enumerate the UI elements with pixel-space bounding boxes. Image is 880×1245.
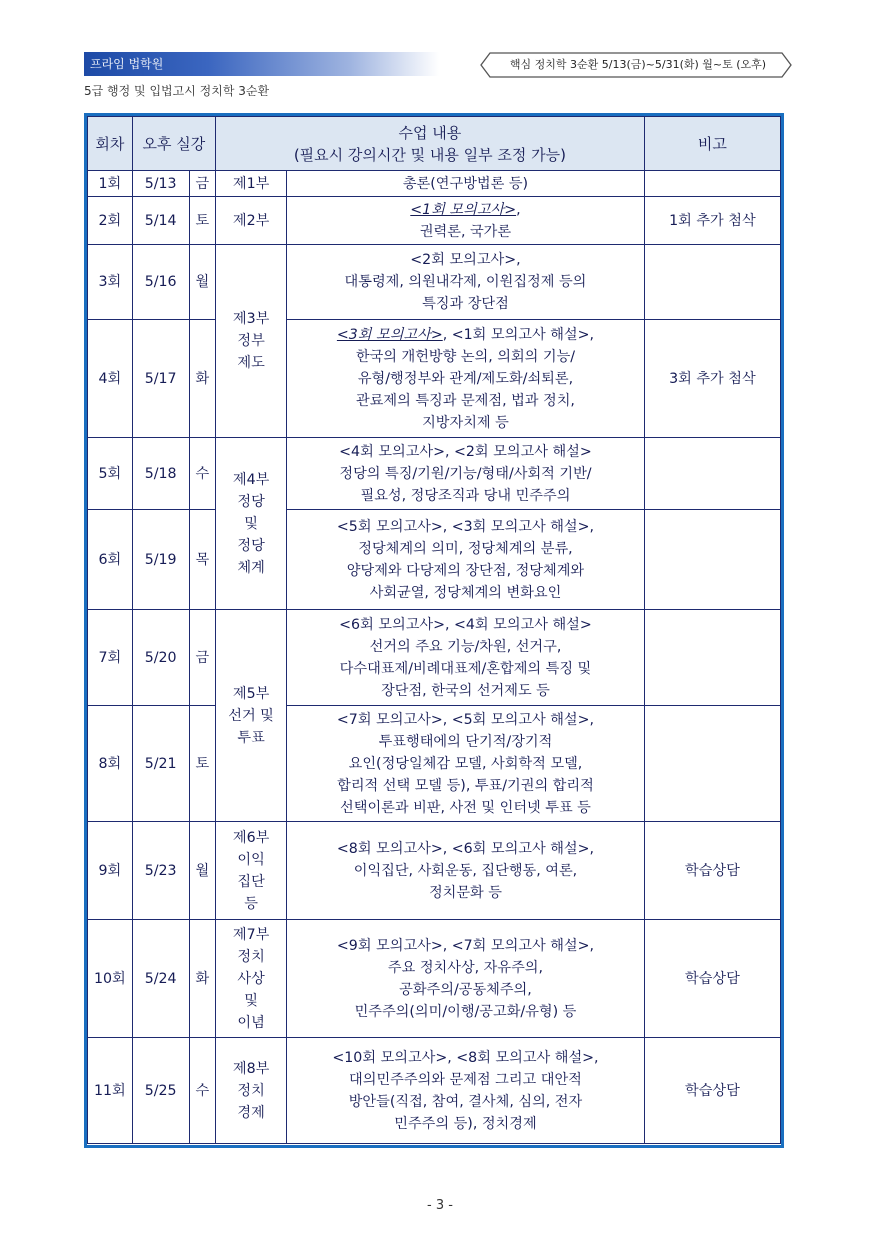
day-cell: 목 [189,510,215,610]
day-cell: 화 [189,320,215,438]
content-line: 주요 정치사상, 자유주의, [387,959,544,976]
round-cell: 7회 [88,610,133,706]
part-cell [216,171,287,197]
part-label-line: 투표 [237,729,265,746]
content-line: 요인(정당일체감 모델, 사회학적 모델, [348,755,583,772]
date-cell: 5/13 [132,171,189,197]
part-label-line: 정치 [237,948,265,965]
content-cell [287,1038,645,1144]
date-cell: 5/24 [132,920,189,1038]
part-cell [216,197,287,245]
note-cell: 학습상담 [644,920,780,1038]
content-cell [287,320,645,438]
round-cell: 2회 [88,197,133,245]
header-content [216,117,645,171]
content-line: 정당체계의 의미, 정당체계의 분류, [358,540,573,557]
schedule-table [87,116,781,1144]
content-line: 선거의 주요 기능/차원, 선거구, [369,638,562,655]
course-banner-text: 핵심 정치학 3순환 5/13(금)~5/31(화) 월~토 (오후) [509,58,767,71]
part-label-line: 및 [244,992,258,1009]
table-row [88,320,781,438]
part-cell [216,438,287,610]
academy-name: 프라임 법학원 [90,57,164,71]
table-row [88,171,781,197]
content-line: 민주주의 등), 정치경제 [394,1115,537,1132]
part-label-line: 제5부 [232,685,270,702]
content-line: <10회 모의고사>, <8회 모의고사 해설>, [332,1049,599,1066]
day-cell: 금 [189,610,215,706]
date-cell: 5/16 [132,245,189,320]
part-label-line: 및 [244,515,258,532]
note-cell [644,610,780,706]
table-row [88,510,781,610]
date-cell: 5/17 [132,320,189,438]
part-label-line: 정당 [237,537,265,554]
note-cell: 3회 추가 첨삭 [644,320,780,438]
note-cell [644,438,780,510]
round-cell: 5회 [88,438,133,510]
content-line: 유형/행정부와 관계/제도화/쇠퇴론, [357,370,574,387]
academy-brand-banner [84,52,439,76]
content-line: <6회 모의고사>, <4회 모의고사 해설> [339,616,592,633]
part-label-line: 사상 [237,970,265,987]
content-line: <2회 모의고사>, [410,252,521,268]
content-cell [287,197,645,245]
note-cell [644,510,780,610]
content-line: 총론(연구방법론 등) [402,175,529,192]
content-line: 다수대표제/비례대표제/혼합제의 특징 및 [339,660,592,677]
note-cell: 학습상담 [644,822,780,920]
table-row [88,706,781,822]
round-cell: 11회 [88,1038,133,1144]
mock-exam-emphasis: <3회 모의고사> [336,326,443,343]
day-cell: 수 [189,438,215,510]
content-cell [287,706,645,822]
content-cell [287,438,645,510]
content-line: 장단점, 한국의 선거제도 등 [381,682,550,699]
part-label-line: 이익 [237,851,265,868]
header-date: 오후 실강 [132,117,215,171]
note-cell: 학습상담 [644,1038,780,1144]
table-row [88,610,781,706]
part-label-line: 제4부 [232,471,270,488]
page-number: - 3 - [427,1198,453,1213]
day-cell: 토 [189,706,215,822]
round-cell: 6회 [88,510,133,610]
content-line: 선택이론과 비판, 사전 및 인터넷 투표 등 [340,799,591,816]
part-label-line: 제3부 [232,311,270,327]
content-line: 특징과 장단점 [422,296,509,312]
date-cell: 5/23 [132,822,189,920]
content-line: 양당제와 다당제의 장단점, 정당체계와 [346,562,585,579]
content-cell [287,610,645,706]
date-cell: 5/25 [132,1038,189,1144]
content-line: 이익집단, 사회운동, 집단행동, 여론, [353,862,578,879]
table-row [88,245,781,320]
date-cell: 5/20 [132,610,189,706]
content-line: 방안들(직접, 참여, 결사체, 심의, 전자 [348,1093,583,1110]
table-row [88,822,781,920]
mock-exam-emphasis: <1회 모의고사> [410,201,517,218]
table-row [88,197,781,245]
header-round: 회차 [88,117,133,171]
part-cell [216,822,287,920]
part-label-line: 정치 [237,1082,265,1099]
table-row [88,920,781,1038]
part-label-line: 이념 [237,1014,265,1031]
content-cell [287,510,645,610]
content-line: 정당의 특징/기원/기능/형태/사회적 기반/ [339,465,592,482]
content-line: 공화주의/공동체주의, [399,981,532,998]
content-line: 투표행태에의 단기적/장기적 [378,733,553,750]
part-cell [216,610,287,822]
content-line-rest: , [516,201,521,218]
part-cell [216,1038,287,1144]
part-label-line: 정당 [237,493,265,510]
note-cell [644,245,780,320]
part-label-line: 정부 [237,333,265,349]
content-line: 사회균열, 정당체계의 변화요인 [369,584,562,601]
document-subtitle: 5급 행정 및 입법고시 정치학 3순환 [84,84,270,98]
round-cell: 1회 [88,171,133,197]
part-label-line: 제도 [237,355,265,371]
note-cell [644,171,780,197]
content-line: <7회 모의고사>, <5회 모의고사 해설>, [336,711,595,728]
round-cell: 4회 [88,320,133,438]
content-cell [287,822,645,920]
content-line: 한국의 개헌방향 논의, 의회의 기능/ [355,348,576,365]
table-header-row [88,117,781,171]
content-line: <5회 모의고사>, <3회 모의고사 해설>, [336,518,595,535]
part-label-line: 경제 [237,1104,265,1121]
table-row [88,1038,781,1144]
day-cell: 월 [189,822,215,920]
round-cell: 8회 [88,706,133,822]
header-content-title: 수업 내용 [398,123,462,142]
date-cell: 5/19 [132,510,189,610]
part-label-line: 집단 [237,873,265,890]
content-cell [287,920,645,1038]
part-label-line: 체계 [237,559,265,576]
part-label-line: 제2부 [232,212,270,229]
table-row [88,438,781,510]
header-note: 비고 [644,117,780,171]
content-line-rest: , <1회 모의고사 해설>, [442,326,595,343]
content-line: 대의민주주의와 문제점 그리고 대안적 [349,1071,582,1088]
round-cell: 3회 [88,245,133,320]
content-line: 민주주의(의미/이행/공고화/유형) 등 [354,1003,577,1020]
note-cell: 1회 추가 첨삭 [644,197,780,245]
content-line: 정치문화 등 [428,884,502,901]
content-cell [287,171,645,197]
part-cell [216,920,287,1038]
part-label-line: 제6부 [232,829,270,846]
day-cell: 토 [189,197,215,245]
course-banner [480,52,792,78]
part-label-line: 선거 및 [228,707,274,724]
note-cell [644,706,780,822]
day-cell: 월 [189,245,215,320]
content-line: 지방자치제 등 [422,414,509,431]
date-cell: 5/14 [132,197,189,245]
part-label-line: 제8부 [232,1060,270,1077]
part-label-line: 제7부 [232,926,270,943]
part-cell [216,245,287,438]
day-cell: 수 [189,1038,215,1144]
content-line: <4회 모의고사>, <2회 모의고사 해설> [339,443,592,460]
date-cell: 5/18 [132,438,189,510]
round-cell: 10회 [88,920,133,1038]
part-label-line: 등 [244,895,258,912]
round-cell: 9회 [88,822,133,920]
content-line: 합리적 선택 모델 등), 투표/기권의 합리적 [337,777,594,794]
header-content-note: (필요시 강의시간 및 내용 일부 조정 가능) [293,145,566,164]
date-cell: 5/21 [132,706,189,822]
content-line: 권력론, 국가론 [419,223,512,240]
content-line: 대통령제, 의원내각제, 이원집정제 등의 [344,274,587,290]
content-line: 관료제의 특징과 문제점, 법과 정치, [356,392,575,409]
day-cell: 화 [189,920,215,1038]
content-line: <9회 모의고사>, <7회 모의고사 해설>, [336,937,595,954]
day-cell: 금 [189,171,215,197]
content-line: 필요성, 정당조직과 당내 민주주의 [360,487,571,504]
content-line: <8회 모의고사>, <6회 모의고사 해설>, [336,840,595,857]
content-cell [287,245,645,320]
part-label-line: 제1부 [232,175,270,192]
